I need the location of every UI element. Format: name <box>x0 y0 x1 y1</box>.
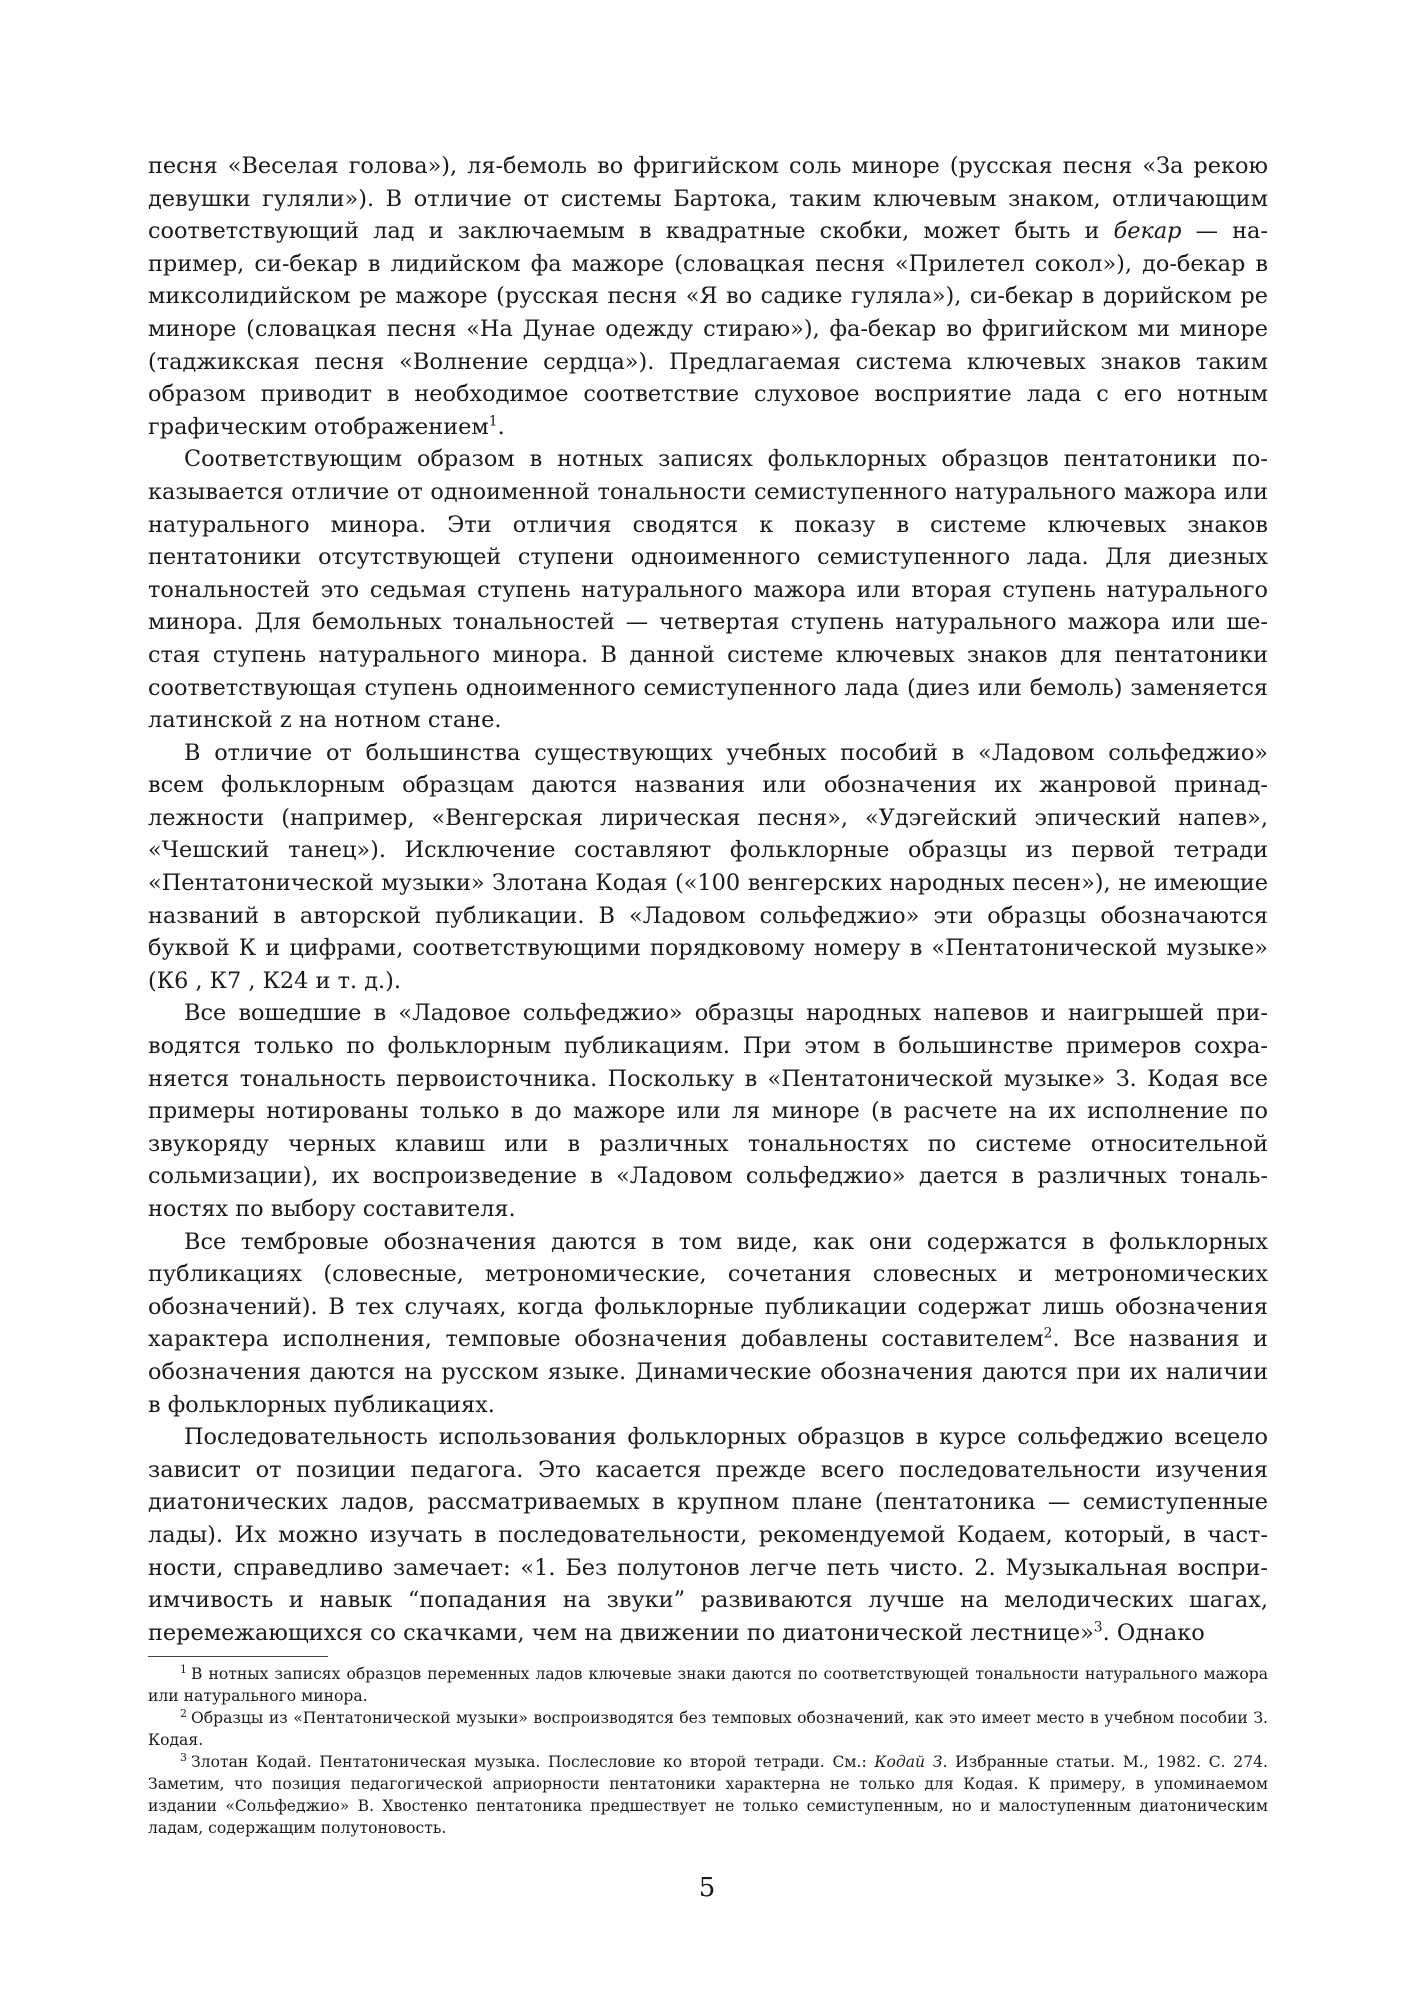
paragraph-2: Соответствующим образом в нотных записях фольклорных образцов пентатоники показывается отличие от одноименной тональности семиступенного натурального мажора или натурального минора. Эти отличия сводятся к показу в системе ключевых знаков пентатоники отсутствующей ступени одноименного семиступенного лада. Для диезных тональностей это седьмая ступень натурального мажора или вторая ступень натурального минора. Для бемольных тональностей — четвертая ступень натурального мажора или шестая ступень натурального минора. В данной системе ключевых знаков для пентатоники соответствующая ступень одноименного семиступенного лада (диез или бемоль) заменяется латинской z на нотном стане. <box>148 446 1268 734</box>
footnote-2: $^2$ Образцы из «Пентатонической музыки» воспроизводятся без темповых обозначений, как это имеет место в учебном пособии З. Кодая. <box>148 1706 1268 1749</box>
footnote-mark: 2 <box>180 1706 187 1720</box>
footnote-reference: 3 <box>1093 1619 1103 1636</box>
footnote-divider <box>148 1656 328 1657</box>
paragraph-3: В отличие от большинства существующих учебных пособий в «Ладовом сольфеджио» всем фольклорным образцам даются названия или обозначения их жанровой принадлежности (например, «Венгерская лирическая песня», «Удэгейский эпический напев», «Чешский танец»). Исключение составляют фольклорные образцы из первой тетради «Пентатонической музыки» Злотана Кодая («100 венгерских народных песен»), не имеющие названий в авторской публикации. В «Ладовом сольфеджио» эти образцы обозначаются буквой К и цифрами, соответствующими порядковому номеру в «Пентатонической музыке» (К6 , К7 , К24 и т. д.). <box>148 739 1268 994</box>
paragraph-4: Все вошедшие в «Ладовое сольфеджио» образцы народных напевов и наигрышей приводятся только по фольклорным публикациям. При этом в большинстве примеров сохраняется тональность первоисточника. Поскольку в «Пентатонической музыке» З. Кодая все примеры нотированы только в до мажоре или ля миноре (в расчете на их исполнение по звукоряду черных клавиш или в различных тональностях по системе относительной сольмизации), их воспроизведение в «Ладовом сольфеджио» дается в различных тональностях по выбору составителя. <box>148 1000 1268 1222</box>
footnote-reference: 2 <box>1043 1325 1053 1342</box>
page-number: 5 <box>698 1873 716 1903</box>
footnotes <box>148 1663 1268 1839</box>
footnote-3: $^3$ Злотан Кодай. Пентатоническая музыка. Послесловие ко второй тетради. См.: Кодай З. Избранные статьи. М., 1982. С. 274. Заметим, что позиция педагогической априорности пентатоники характерна не только для Кодая. К примеру, в упоминаемом издании «Сольфеджио» В. Хвостенко пентатоника предшествует не только семиступенным, но и малоступенным диатоническим ладам, содержащим полутоновость. <box>148 1750 1268 1837</box>
paragraph-5: Все тембровые обозначения даются в том виде, как они содержатся в фольклорных публикациях (словесные, метрономические, сочетания словесных и метрономических обозначений). В тех случаях, когда фольклорные публикации содержат лишь обозначения характера исполнения, темповые обозначения добавлены составителем$^2$. Все названия и обозначения даются на русском языке. Динамические обозначения даются при их наличии в фольклорных публикациях. <box>148 1228 1268 1418</box>
footnote-mark: 1 <box>180 1662 187 1676</box>
paragraph-1: песня «Веселая голова»), ля-бемоль во фригийском соль миноре (русская песня «За рекою девушки гуляли»). В отличие от системы Бартока, таким ключевым знаком, отличающим соответствующий лад и заключаемым в квадратные скобки, может быть и бекар — например, си-бекар в лидийском фа мажоре (словацкая песня «Прилетел сокол»), до-бекар в миксолидийском ре мажоре (русская песня «Я во садике гуляла»), си-бекар в дорийском ре миноре (словацкая песня «На Дунае одежду стираю»), фа-бекар во фригийском ми миноре (таджикская песня «Волнение сердца»). Предлагаемая система ключевых знаков таким образом приводит в необходимое соответствие слуховое восприятие лада с его нотным графическим отображением$^1$. <box>148 153 1268 440</box>
italic-text: бекар <box>1113 218 1182 245</box>
italic-text: Кодай З. <box>874 1753 948 1771</box>
footnote-reference: 1 <box>488 413 498 430</box>
footnote-1: $^1$ В нотных записях образцов переменных ладов ключевые знаки даются по соответствующей тональности натурального мажора или натурального минора. <box>148 1662 1268 1705</box>
paragraph-6: Последовательность использования фольклорных образцов в курсе сольфеджио всецело зависит от позиции педагога. Это касается прежде всего последовательности изучения диатонических ладов, рассматриваемых в крупном плане (пентатоника — семиступенные лады). Их можно изучать в последовательности, рекомендуемой Кодаем, который, в частности, справедливо замечает: «1. Без полутонов легче петь чисто. 2. Музыкальная восприимчивость и навык “попадания на звуки” развиваются лучше на мелодических шагах, перемежающихся со скачками, чем на движении по диатонической лестнице»$^3$. Однако <box>148 1424 1268 1646</box>
body-text <box>148 150 1268 1649</box>
footnote-mark: 3 <box>180 1750 187 1764</box>
